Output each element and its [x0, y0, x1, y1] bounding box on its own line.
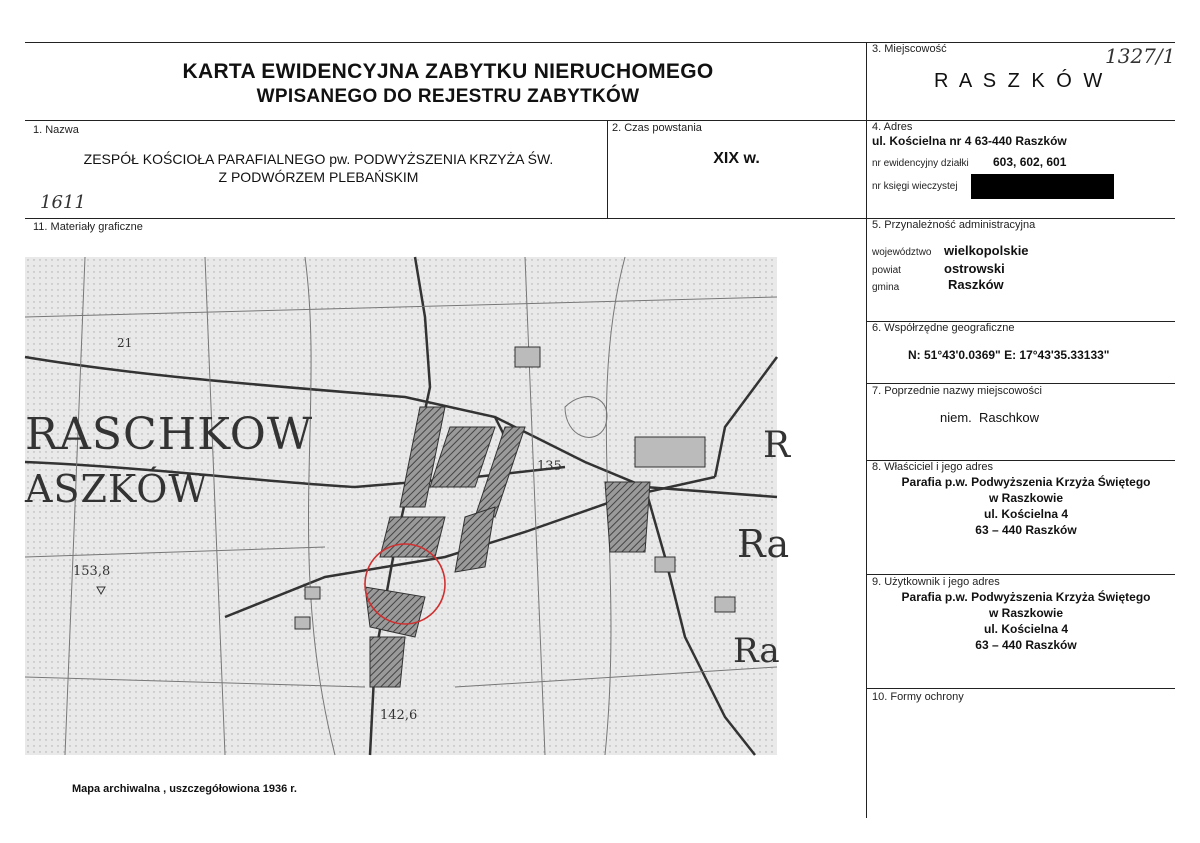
row-divider-1	[25, 120, 1175, 121]
field-1-value-line-1: ZESPÓŁ KOŚCIOŁA PARAFIALNEGO pw. PODWYŻSZENIA KRZYŻA ŚW.	[83, 151, 554, 167]
map-label-153-8: 153,8	[73, 564, 111, 579]
field-5-key-wojewodztwo: województwo	[872, 247, 932, 258]
map-label-142-6: 142,6	[380, 708, 418, 723]
handwritten-1611: 1611	[40, 192, 86, 213]
field-1-value	[30, 150, 607, 186]
field-4-parcels-label: nr ewidencyjny działki	[872, 158, 969, 169]
field-4-land-registry-label: nr księgi wieczystej	[872, 181, 958, 192]
field-11-label: 11. Materiały graficzne	[33, 221, 143, 233]
field-8-line-1: Parafia p.w. Podwyższenia Krzyża Świętego	[901, 475, 1151, 489]
field-5-label: 5. Przynależność administracyjna	[872, 219, 1036, 231]
field-9-line-3: ul. Kościelna 4	[983, 622, 1069, 636]
field-8-label: 8. Właściciel i jego adres	[872, 461, 994, 473]
field-10-label: 10. Formy ochrony	[872, 691, 964, 703]
main-vertical-divider	[866, 42, 867, 818]
map-label-ra-2: Ra	[733, 631, 780, 671]
field-1-label: 1. Nazwa	[33, 124, 79, 136]
field-3-label: 3. Miejscowość	[872, 43, 947, 55]
archival-map	[25, 257, 791, 755]
field-5-value-wojewodztwo: wielkopolskie	[944, 243, 1029, 258]
field-4-label: 4. Adres	[872, 121, 913, 133]
archival-map-drawing	[25, 257, 791, 755]
field-6-label: 6. Współrzędne geograficzne	[872, 322, 1015, 334]
field-5-key-gmina: gmina	[872, 282, 900, 293]
handwritten-number: 1327/1	[1105, 44, 1176, 68]
field-9-line-4: 63 – 440 Raszków	[975, 638, 1077, 652]
title-line-2: WPISANEGO DO REJESTRU ZABYTKÓW	[256, 86, 640, 107]
field-9-line-2: w Raszkowie	[988, 606, 1064, 620]
form-title	[30, 60, 866, 108]
top-border	[25, 42, 1175, 43]
map-label-135: 135	[537, 459, 562, 474]
right-divider-9	[866, 574, 1175, 575]
field-8-owner	[866, 474, 1186, 538]
field-5-value-powiat: ostrowski	[944, 261, 1005, 276]
field-11-caption: Mapa archiwalna , uszczegółowiona 1936 r.	[72, 783, 297, 795]
field-8-line-3: ul. Kościelna 4	[983, 507, 1069, 521]
field-7-value: niem. Raschkow	[940, 410, 1039, 425]
field-5-key-powiat: powiat	[872, 265, 901, 276]
field-9-label: 9. Użytkownik i jego adres	[872, 576, 1000, 588]
field-7-label: 7. Poprzednie nazwy miejscowości	[872, 385, 1042, 397]
field-5-value-gmina: Raszków	[948, 277, 1004, 292]
map-label-raschkow: RASCHKOW	[25, 409, 314, 460]
map-label-aszkow: ASZKÓW	[25, 467, 209, 511]
field-6-value: N: 51°43'0.0369" E: 17°43'35.33133"	[908, 348, 1110, 362]
field-2-label: 2. Czas powstania	[612, 122, 702, 134]
field-2-value: XIX w.	[713, 150, 760, 167]
right-divider-10	[866, 688, 1175, 689]
title-line-1: KARTA EWIDENCYJNA ZABYTKU NIERUCHOMEGO	[182, 60, 714, 83]
field-8-line-4: 63 – 440 Raszków	[975, 523, 1077, 537]
map-label-r: R	[763, 425, 791, 466]
map-label-ra-1: Ra	[737, 522, 790, 566]
field-8-line-2: w Raszkowie	[988, 491, 1064, 505]
field-3-value: R A S Z K Ó W	[934, 70, 1106, 92]
right-divider-7	[866, 383, 1175, 384]
field-4-parcels-value: 603, 602, 601	[993, 155, 1067, 169]
map-label-21: 21	[117, 336, 133, 350]
field-4-address: ul. Kościelna nr 4 63-440 Raszków	[872, 134, 1067, 148]
redacted-box	[971, 174, 1114, 199]
field-9-user	[866, 589, 1186, 653]
field-9-line-1: Parafia p.w. Podwyższenia Krzyża Świętego	[901, 590, 1151, 604]
col-divider-1-2	[607, 120, 608, 218]
field-1-value-line-2: Z PODWÓRZEM PLEBAŃSKIM	[218, 169, 419, 185]
